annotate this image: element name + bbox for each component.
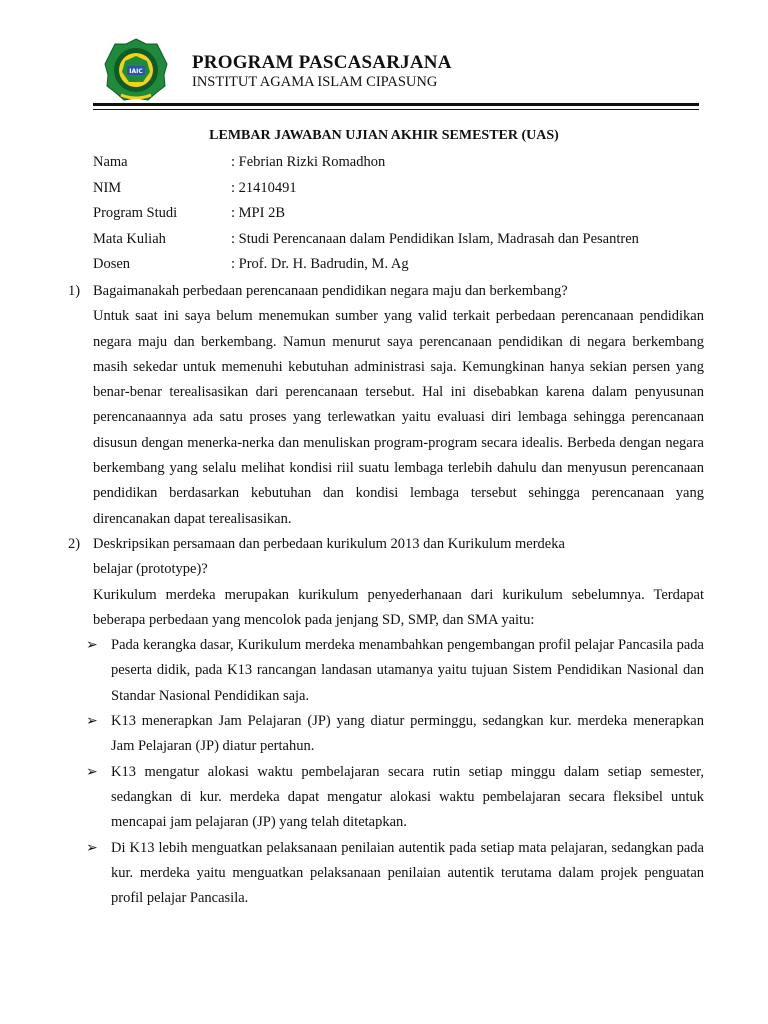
- question-text: Bagaimanakah perbedaan perencanaan pendidikan negara maju dan berkembang?: [93, 283, 568, 299]
- arrow-bullet-icon: ➢: [86, 764, 98, 780]
- identity-value: : Febrian Rizki Romadhon: [231, 154, 386, 171]
- answer-2-intro: Kurikulum merdeka merupakan kurikulum penyederhanaan dari kurikulum sebelumnya. Terdapat beberapa perbedaan yang mencolok pada jenjang SD, SMP, dan SMA yaitu:: [93, 586, 704, 628]
- identity-row-program: [93, 201, 713, 227]
- institution-title: PROGRAM PASCASARJANA: [192, 52, 452, 73]
- identity-block: [93, 150, 713, 278]
- arrow-bullet-icon: ➢: [86, 840, 98, 856]
- header-divider-thick: [93, 103, 699, 106]
- question-text: Deskripsikan persamaan dan perbedaan kurikulum 2013 dan Kurikulum merdeka: [93, 535, 565, 552]
- arrow-bullet-icon: ➢: [86, 714, 98, 730]
- answer-2-bullet-list: [0, 633, 768, 911]
- question-text: belajar (prototype)?: [93, 561, 208, 578]
- identity-label: Mata Kuliah: [93, 230, 166, 247]
- header-divider-thin: [93, 109, 699, 110]
- identity-value: : Studi Perencanaan dalam Pendidikan Islam, Madrasah dan Pesantren: [231, 230, 639, 247]
- list-item: [0, 633, 768, 709]
- identity-label: Dosen: [93, 256, 131, 273]
- list-item: [0, 709, 768, 760]
- arrow-bullet-icon: ➢: [86, 638, 98, 654]
- identity-value: : MPI 2B: [231, 205, 285, 222]
- list-item-text: K13 menerapkan Jam Pelajaran (JP) yang diatur perminggu, sedangkan kur. merdeka menerapkan Jam Pelajaran (JP) diatur pertahun.: [111, 713, 704, 755]
- question-number: 2): [68, 535, 81, 552]
- list-item-text: Di K13 lebih menguatkan pelaksanaan penilaian autentik pada setiap mata pelajaran, sedangkan pada kur. merdeka yaitu menguatkan pelaksanaan penilaian autentik terutama dalam projek penguatan profil pelajar Pancasila.: [111, 839, 704, 907]
- iaic-emblem-logo: [103, 37, 169, 103]
- institution-subtitle: INSTITUT AGAMA ISLAM CIPASUNG: [192, 74, 438, 90]
- list-item: [0, 836, 768, 912]
- identity-label: Nama: [93, 154, 128, 171]
- document-title: LEMBAR JAWABAN UJIAN AKHIR SEMESTER (UAS): [209, 128, 559, 143]
- list-item-text: Pada kerangka dasar, Kurikulum merdeka menambahkan pengembangan profil pelajar Pancasila pada peserta didik, pada K13 rancangan landasan utamanya yaitu tujuan Sistem Pendidikan Nasional dan Standar Nasional Pendidikan saja.: [111, 637, 704, 704]
- question-2: [0, 532, 768, 557]
- identity-label: NIM: [93, 179, 122, 196]
- identity-row-nim: [93, 176, 713, 202]
- list-item-text: K13 mengatur alokasi waktu pembelajaran secara rutin setiap minggu dalam setiap semester, sedangkan di kur. merdeka dapat mengatur alokasi waktu pembelajaran secara fleksibel untuk mencapai jam pelajaran (JP) yang telah ditetapkan.: [111, 763, 704, 831]
- identity-value: : 21410491: [231, 179, 297, 196]
- answers-section: [0, 279, 768, 911]
- identity-row-lecturer: [93, 252, 713, 278]
- question-2-continued: [0, 557, 768, 582]
- identity-row-name: [93, 150, 713, 176]
- question-1: [0, 279, 768, 304]
- svg-text:IAIC: IAIC: [129, 68, 143, 75]
- question-number: 1): [68, 283, 81, 299]
- list-item: [0, 760, 768, 836]
- identity-label: Program Studi: [93, 205, 178, 222]
- identity-value: : Prof. Dr. H. Badrudin, M. Ag: [231, 256, 409, 273]
- identity-row-course: [93, 227, 713, 253]
- answer-1-paragraph: Untuk saat ini saya belum menemukan sumber yang valid terkait perbedaan perencanaan pendidikan negara maju dan berkembang. Namun menurut saya perencanaan pendidikan di negara berkembang masih sekedar untuk memenuhi kebutuhan administrasi saja. Kemungkinan hanya sekian persen yang benar-benar terealisasikan dari perencanaan tersebut. Hal ini disebabkan karena dalam penyusunan perencanaannya ada satu proses yang terlewatkan yaitu evaluasi diri lembaga sehingga perencanaan disusun dengan menerka-nerka dan menuliskan program-program secara idealis. Berbeda dengan negara berkembang yang selalu melihat kondisi riil suatu lembaga terlebih dahulu dan menyusun perencanaan pendidikan berdasarkan kebutuhan dan kondisi lembaga tersebut sehingga perencanaan yang direncanakan dapat terealisasikan.: [93, 308, 704, 527]
